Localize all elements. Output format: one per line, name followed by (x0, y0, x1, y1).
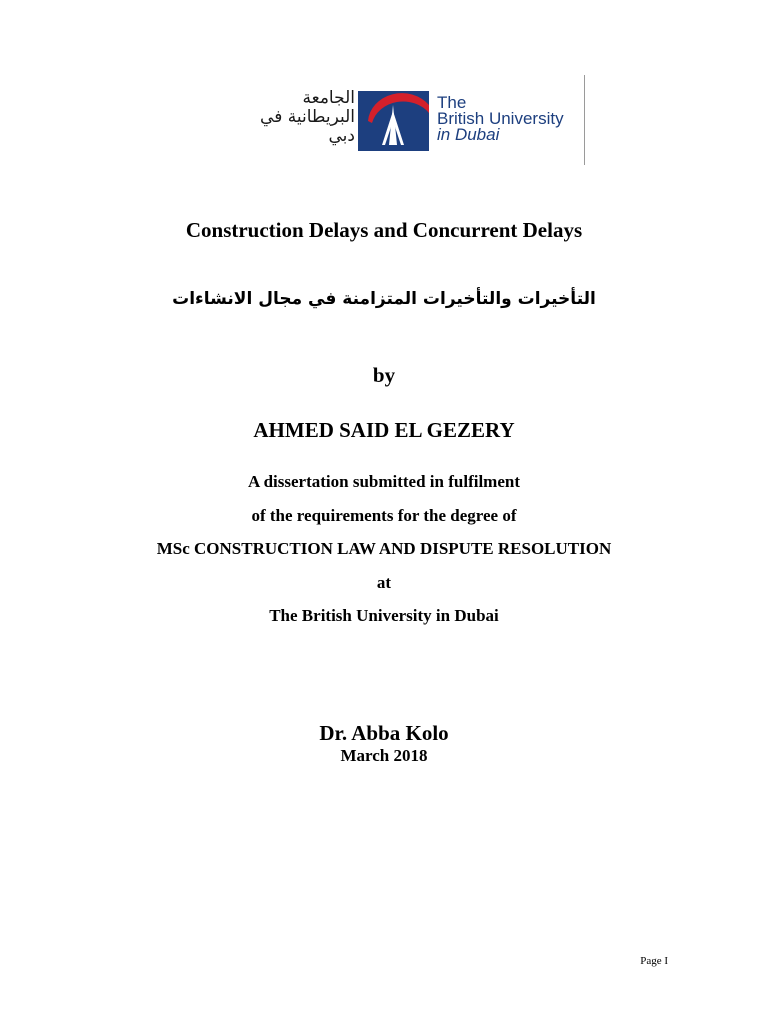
logo-emblem-icon (358, 91, 429, 151)
logo-arabic-line-1: الجامعة (302, 88, 355, 108)
university-logo (205, 75, 590, 165)
submission-date: March 2018 (340, 746, 428, 765)
logo-english-line-2: British University (437, 109, 564, 128)
at-label: at (376, 573, 392, 592)
logo-english-line-3: in Dubai (437, 125, 500, 144)
degree-name: MSc CONSTRUCTION LAW AND DISPUTE RESOLUTION (156, 539, 612, 558)
author-name: AHMED SAID EL GEZERY (253, 418, 515, 442)
page-number: Page I (640, 955, 668, 967)
logo-arabic-line-3: دبي (328, 126, 355, 146)
submission-line-1: A dissertation submitted in fulfilment (247, 472, 521, 491)
university-name: The British University in Dubai (269, 606, 499, 625)
by-label: by (372, 363, 396, 387)
supervisor-name: Dr. Abba Kolo (319, 721, 449, 745)
dissertation-title-arabic: التأخيرات والتأخيرات المتزامنة في مجال الانشاءات (172, 289, 596, 309)
dissertation-title: Construction Delays and Concurrent Delays (185, 218, 583, 242)
logo-arabic-name (205, 89, 355, 149)
logo-english-line-1: The (437, 93, 467, 112)
logo-arabic-line-2: البريطانية في (260, 107, 355, 127)
logo-english-name (437, 95, 587, 143)
submission-line-2: of the requirements for the degree of (251, 506, 517, 525)
logo-divider (584, 75, 585, 165)
